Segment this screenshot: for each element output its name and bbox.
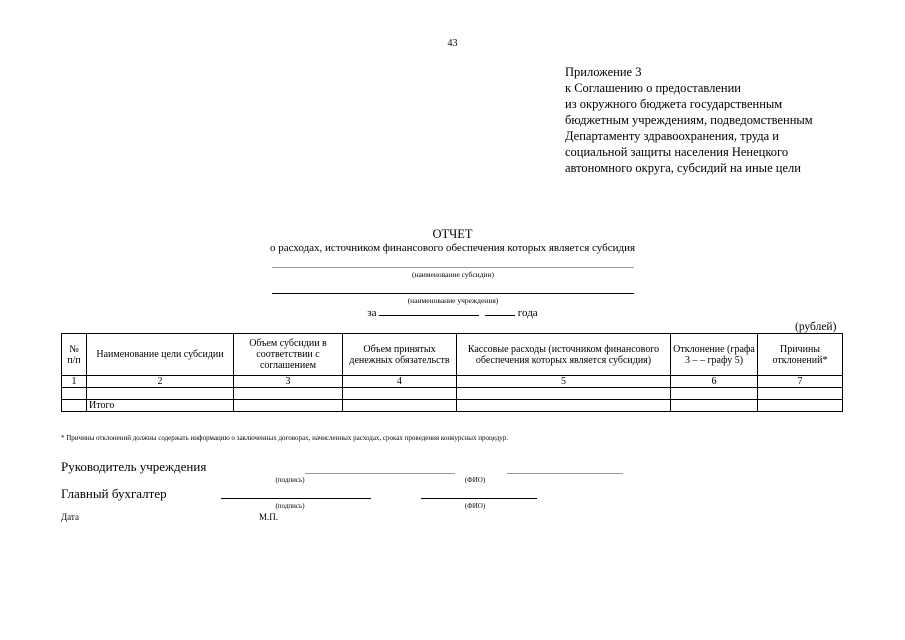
appendix-line: Департаменту здравоохранения, труда и [565,129,779,143]
table-row [62,388,843,400]
table-cell [457,400,671,412]
table-header-row [62,334,843,376]
appendix-line: социальной защиты населения Ненецкого [565,145,789,159]
table-cell [234,400,343,412]
appendix-line: к Соглашению о предоставлении [565,81,742,95]
column-header: Кассовые расходы (источником финансового обеспечения которых является субсидия) [457,334,671,376]
table-total-row [62,400,843,412]
report-title: ОТЧЕТ [432,227,473,241]
institution-name-line [272,293,634,294]
accountant-signature-line [221,498,371,499]
column-header: № п/п [62,334,87,376]
report-subtitle: о расходах, источником финансового обеспечения которых является субсидия [269,242,636,254]
accountant-name-caption: (ФИО) [464,502,486,510]
head-name-caption: (ФИО) [464,476,486,484]
column-header: Наименование цели субсидии [87,334,234,376]
table-cell [758,388,843,400]
table-cell [343,388,457,400]
accountant-signature-caption: (подпись) [275,502,305,510]
period-prefix: за [367,307,377,319]
appendix-line: бюджетным учреждениям, подведомственным [565,113,813,127]
column-number: 2 [87,376,234,388]
table-cell [234,388,343,400]
subsidy-name-line [272,267,634,268]
appendix-header [565,64,895,176]
date-label: Дата [61,512,79,522]
column-number: 7 [758,376,843,388]
table-cell [758,400,843,412]
column-header: Объем принятых денежных обязательств [343,334,457,376]
seal-label: М.П. [259,512,279,522]
appendix-line: автономного округа, субсидий на иные цели [565,161,801,175]
units-label: (рублей) [795,321,837,333]
column-header: Причины отклонений* [758,334,843,376]
report-table [61,333,843,412]
period-blank [379,307,479,316]
page-number: 43 [447,38,458,49]
table-cell [671,388,758,400]
table-numbering-row [62,376,843,388]
column-number: 4 [343,376,457,388]
column-header: Объем субсидии в соответствии с соглашением [234,334,343,376]
column-number: 6 [671,376,758,388]
column-header: Отклонение (графа 3 – – графу 5) [671,334,758,376]
table-cell [62,400,87,412]
table-cell [87,388,234,400]
head-name-line [507,473,623,474]
accountant-label: Главный бухгалтер [61,486,167,501]
column-number: 3 [234,376,343,388]
period-suffix: года [517,307,538,319]
head-signature-caption: (подпись) [275,476,305,484]
appendix-line: из окружного бюджета государственным [565,97,783,111]
head-signature-line [305,473,455,474]
subsidy-name-caption: (наименование субсидии) [411,270,495,279]
table-cell [671,400,758,412]
table-cell [457,388,671,400]
table-cell [343,400,457,412]
year-blank [485,307,515,316]
accountant-name-line [421,498,537,499]
report-period [0,307,905,319]
institution-name-caption: (наименование учреждения) [407,296,499,305]
table-cell [62,388,87,400]
column-number: 5 [457,376,671,388]
column-number: 1 [62,376,87,388]
head-label: Руководитель учреждения [61,459,207,474]
appendix-line: Приложение 3 [565,65,642,79]
footnote: * Причины отклонений должны содержать информацию о заключенных договорах, начисленных расходах, сроках проведения конкурсных процедур. [61,434,509,442]
total-label: Итого [87,400,234,412]
